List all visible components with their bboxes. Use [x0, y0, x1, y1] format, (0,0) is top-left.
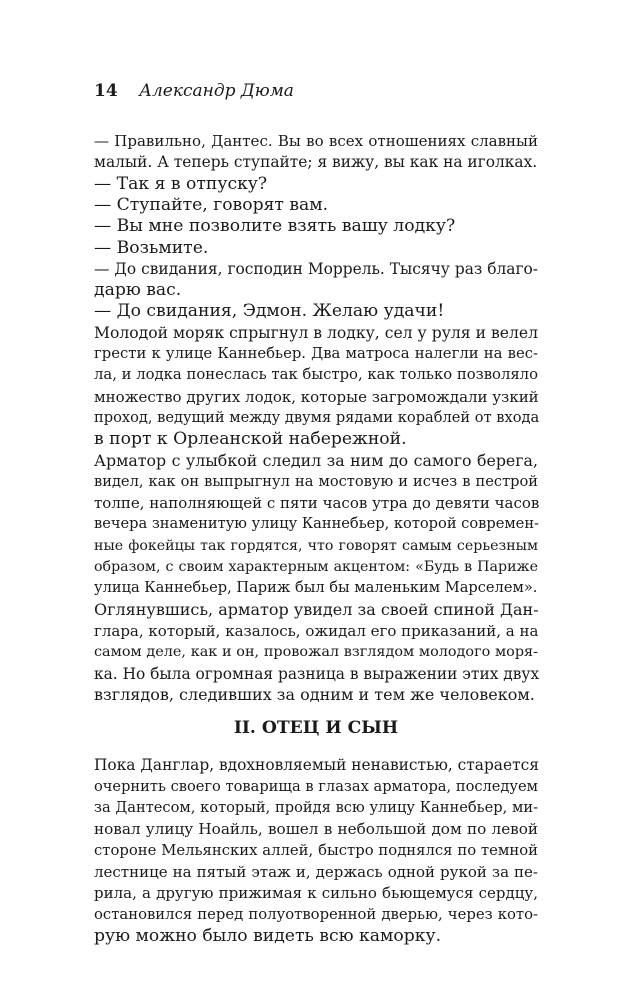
text-line: взглядов, следивших за одним и тем же человеком. [94, 684, 535, 704]
text-line: грести к улице Каннебьер. Два матроса налегли на вес- [94, 345, 538, 362]
text-line: — Вы мне позволите взять вашу лодку? [94, 216, 456, 237]
text-line: образом, с своим характерным акцентом: «Будь в Париже [94, 559, 538, 575]
text-line: вечера знаменитую улицу Каннебьер, которой современ- [94, 515, 539, 533]
text-line: Оглянувшись, арматор увидел за своей спиной Дан- [94, 599, 539, 619]
text-line: в порт к Орлеанской набережной. [94, 429, 407, 450]
page-number: 14 [94, 81, 118, 101]
text-line: видел, как он выпрыгнул на мостовую и исчез в пестрой [94, 472, 538, 490]
text-line: ла, и лодка понеслась так быстро, как только позволяло [94, 366, 538, 384]
running-header [94, 80, 294, 102]
text-line: остановился перед полуотворенной дверью, через кото- [94, 905, 538, 923]
text-line: лестнице на пятый этаж и, держась одной рукой за пе- [94, 862, 538, 881]
text-line: толпе, наполняющей с пяти часов утра до девяти часов [94, 494, 540, 513]
text-line: множество других лодок, которые загромождали узкий [94, 387, 539, 406]
text-line: проход, ведущий между двумя рядами кораблей от входа [94, 408, 540, 426]
text-line: — До свидания, Эдмон. Желаю удачи! [94, 301, 445, 322]
text-line: стороне Мельянских аллей, быстро поднялся по темной [94, 841, 538, 859]
text-line: — Правильно, Дантес. Вы во всех отношениях славный [94, 132, 538, 150]
text-line: за Дантесом, который, пройдя всю улицу Каннебьер, ми- [94, 799, 538, 816]
text-line: — Так я в отпуску? [94, 173, 268, 194]
text-line: очернить своего товарища в глазах арматора, последуем [94, 777, 538, 795]
text-line: Молодой моряк спрыгнул в лодку, сел у руля и велел [94, 323, 538, 342]
text-line: — До свидания, господин Моррель. Тысячу раз благо- [94, 259, 538, 278]
text-line: рую можно было видеть всю каморку. [94, 925, 442, 946]
chapter-heading: II. ОТЕЦ И СЫН [233, 718, 399, 739]
text-line: Арматор с улыбкой следил за ним до самого берега, [94, 450, 538, 470]
text-line: — Ступайте, говорят вам. [94, 194, 329, 215]
text-line: самом деле, как и он, провожал взглядом молодого моря- [94, 644, 538, 661]
text-line: ка. Но была огромная разница в выражении этих двух [94, 664, 540, 683]
text-line: ные фокейцы так гордятся, что говорят самым серьезным [94, 537, 538, 554]
text-line: глара, который, казалось, ожидал его приказаний, а на [94, 621, 539, 640]
text-line: Пока Данглар, вдохновляемый ненавистью, старается [94, 756, 539, 775]
text-line: улица Каннебьер, Париж был бы маленьким Марселем». [94, 579, 538, 597]
text-line: малый. А теперь ступайте; я вижу, вы как на иголках. [94, 153, 538, 172]
text-line: дарю вас. [94, 280, 182, 301]
author-name: Александр Дюма [139, 81, 294, 101]
text-line: — Возьмите. [94, 237, 209, 258]
text-line: новал улицу Ноайль, вошел в небольшой дом по левой [94, 820, 538, 839]
text-line: рила, а другую прижимая к сильно бьющемуся сердцу, [94, 884, 538, 903]
